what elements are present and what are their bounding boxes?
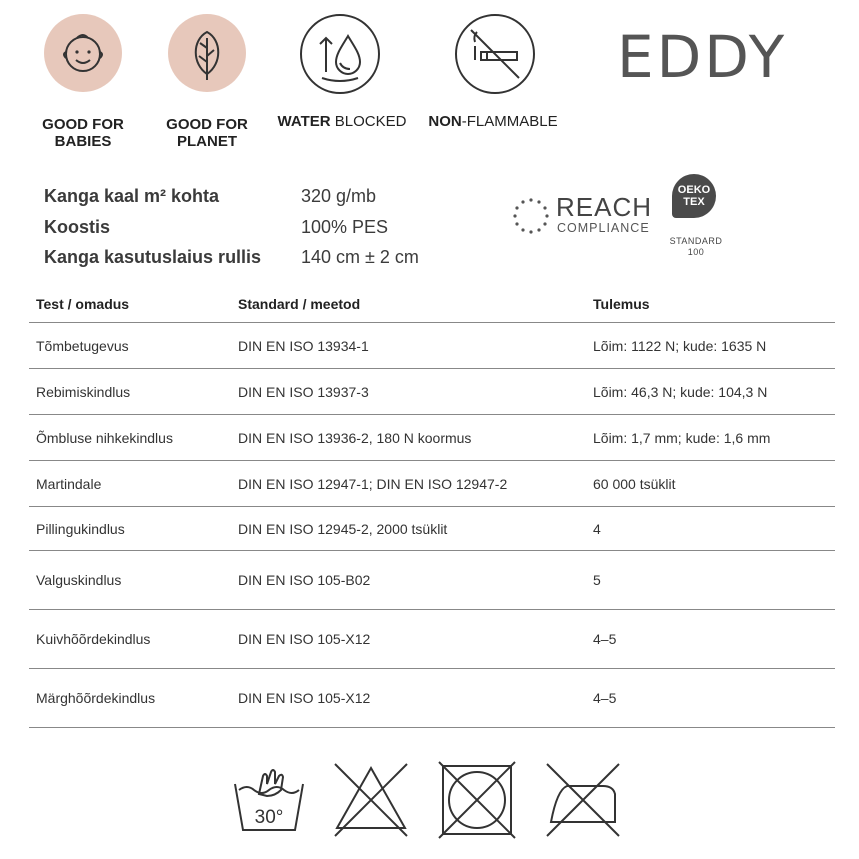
table-row	[29, 610, 835, 669]
test-name: Tõmbetugevus	[29, 323, 231, 369]
nonflammable-badge	[455, 14, 535, 94]
spec-value: 100% PES	[301, 216, 389, 237]
test-standard: DIN EN ISO 12945-2, 2000 tsüklit	[231, 507, 586, 551]
table-row	[29, 669, 835, 728]
do-not-bleach-icon	[331, 760, 411, 840]
do-not-iron-icon	[543, 760, 623, 840]
eu-stars-icon	[509, 194, 553, 238]
spec-label: Kanga kaal m² kohta	[44, 186, 220, 206]
oeko-tex-logo	[663, 174, 733, 260]
brand-name: EDDY	[617, 23, 788, 91]
leaf-icon	[168, 14, 246, 92]
wash-temp-label: 30°	[254, 807, 284, 828]
spec-label: Kanga kasutuslaius rullis	[44, 247, 262, 267]
feature-label-babies: GOOD FOR BABIES	[42, 116, 124, 150]
test-standard: DIN EN ISO 105-B02	[231, 551, 586, 610]
test-name: Märghõõrdekindlus	[29, 669, 231, 728]
column-header: Standard / meetod	[231, 286, 586, 323]
table-row	[29, 415, 835, 461]
test-result: 4–5	[586, 610, 835, 669]
test-result: 4	[586, 507, 835, 551]
baby-badge	[44, 14, 122, 92]
feature-label-planet: GOOD FOR PLANET	[166, 116, 248, 150]
test-result: 60 000 tsüklit	[586, 461, 835, 507]
test-result: Lõim: 1,7 mm; kude: 1,6 mm	[586, 415, 835, 461]
column-header: Test / omadus	[29, 286, 231, 323]
water-drop-icon	[302, 16, 378, 92]
feature-label-water: WATER BLOCKED	[277, 113, 407, 130]
spec-value: 140 cm ± 2 cm	[301, 247, 419, 267]
test-standard: DIN EN ISO 13936-2, 180 N koormus	[231, 415, 586, 461]
table-row	[29, 461, 835, 507]
test-result: 4–5	[586, 669, 835, 728]
table-row	[29, 323, 835, 369]
water-badge	[300, 14, 380, 94]
column-header: Tulemus	[586, 286, 835, 323]
no-cigarette-icon	[457, 16, 533, 92]
test-name: Valguskindlus	[29, 551, 231, 610]
table-header-row	[29, 286, 835, 323]
test-result: Lõim: 1122 N; kude: 1635 N	[586, 323, 835, 369]
test-name: Martindale	[29, 461, 231, 507]
do-not-tumble-dry-icon	[437, 760, 517, 840]
test-results-table	[29, 286, 835, 728]
test-name: Kuivhõõrdekindlus	[29, 610, 231, 669]
oeko-tex-standard: STANDARD 100	[669, 236, 723, 257]
reach-subtitle: COMPLIANCE	[557, 221, 650, 235]
test-name: Rebimiskindlus	[29, 369, 231, 415]
table-row	[29, 507, 835, 551]
test-standard: DIN EN ISO 13937-3	[231, 369, 586, 415]
test-standard: DIN EN ISO 105-X12	[231, 610, 586, 669]
test-standard: DIN EN ISO 105-X12	[231, 669, 586, 728]
spec-label: Koostis	[44, 216, 111, 237]
oeko-tex-mark: OEKO TEX	[672, 174, 716, 218]
reach-logo	[509, 192, 654, 240]
reach-title: REACH	[556, 192, 653, 222]
hand-wash-30-icon	[229, 760, 309, 840]
test-standard: DIN EN ISO 13934-1	[231, 323, 586, 369]
table-row	[29, 369, 835, 415]
test-name: Pillingukindlus	[29, 507, 231, 551]
baby-face-icon	[44, 14, 122, 92]
spec-value: 320 g/mb	[301, 186, 377, 206]
test-name: Õmbluse nihkekindlus	[29, 415, 231, 461]
test-result: 5	[586, 551, 835, 610]
feature-label-nonflammable: NON-FLAMMABLE	[428, 113, 558, 130]
table-row	[29, 551, 835, 610]
planet-badge	[168, 14, 246, 92]
test-result: Lõim: 46,3 N; kude: 104,3 N	[586, 369, 835, 415]
test-standard: DIN EN ISO 12947-1; DIN EN ISO 12947-2	[231, 461, 586, 507]
